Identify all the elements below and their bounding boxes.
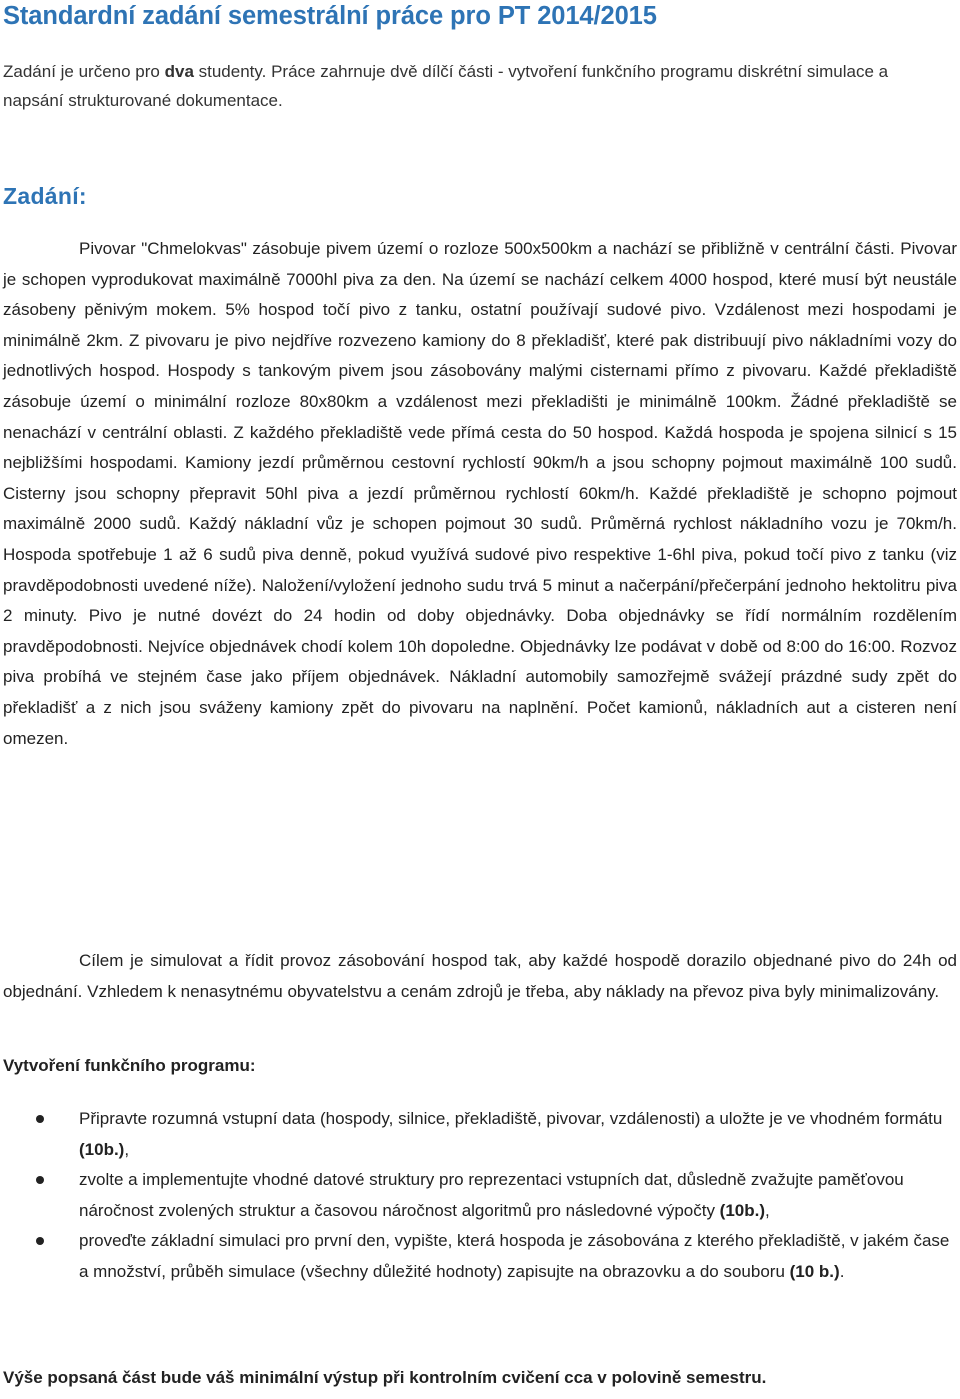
task-points: (10 b.) xyxy=(789,1261,840,1281)
zadani-heading: Zadání: xyxy=(3,183,87,209)
task-text: proveďte základní simulaci pro první den, vypište, která hospoda je zásobována z kterého překladiště, v jakém čase a množství, průběh simulace (všechny důležité hodnoty) zapisujte na obrazovku a do souboru xyxy=(79,1231,950,1281)
task-item xyxy=(3,1226,957,1287)
task-tail: , xyxy=(124,1139,130,1159)
bullet-icon xyxy=(36,1115,44,1123)
intro-text-after: studenty. Práce zahrnuje dvě dílčí části - vytvoření funkčního programu diskrétní simulace a napsání strukturované dokumentace. xyxy=(3,62,889,110)
program-heading: Vytvoření funkčního programu: xyxy=(3,1056,256,1075)
document-title: Standardní zadání semestrální práce pro PT 2014/2015 xyxy=(3,2,657,30)
task-item xyxy=(3,1104,957,1165)
bullet-icon xyxy=(36,1237,44,1245)
task-points: (10b.) xyxy=(719,1200,766,1220)
goal-paragraph: Cílem je simulovat a řídit provoz zásobování hospod tak, aby každé hospodě dorazilo objednané pivo do 24h od objednání. Vzhledem k nenasytnému obyvatelstvu a cenám zdrojů je třeba, aby náklady na převoz piva byly minimalizovány. xyxy=(3,951,957,1001)
task-text: zvolte a implementujte vhodné datové struktury pro reprezentaci vstupních dat, důsledně zvažujte paměťovou náročnost zvolených struktur a časovou náročnost algoritmů pro následovné výpočty xyxy=(79,1170,904,1220)
intro-paragraph xyxy=(3,57,953,115)
task-item xyxy=(3,1165,957,1226)
task-text: Připravte rozumná vstupní data (hospody, silnice, překladiště, pivovar, vzdálenosti) a uložte je ve vhodném formátu xyxy=(79,1109,943,1128)
task-list xyxy=(3,1104,957,1288)
intro-text-bold: dva xyxy=(164,62,194,81)
task-points: (10b.) xyxy=(79,1139,125,1159)
final-note: Výše popsaná část bude váš minimální výstup při kontrolním cvičení cca v polovině semestru. xyxy=(3,1368,767,1387)
bullet-icon xyxy=(36,1176,44,1184)
task-tail: , xyxy=(765,1200,770,1220)
intro-text-before: Zadání je určeno pro xyxy=(3,62,165,81)
task-tail: . xyxy=(839,1261,845,1281)
zadani-paragraph: Pivovar "Chmelokvas" zásobuje pivem území o rozloze 500x500km a nachází se přibližně v centrální části. Pivovar je schopen vyprodukovat maximálně 7000hl piva za den. Na území se nachází celkem 4000 hospod, které musí být neustále zásobeny pěnivým mokem. 5% hospod točí pivo z tanku, ostatní používají sudové pivo. Vzdálenost mezi hospodami je minimálně 2km. Z pivovaru je pivo nejdříve rozvezeno kamiony do 8 překladišť, které pak distribuují pivo nákladními vozy do jednotlivých hospod. Hospody s tankovým pivem jsou zásobovány malými cisternami přímo z pivovaru. Každé překladiště zásobuje území o minimální rozloze 80x80km a vzdálenost mezi překladišti je minimálně 100km. Žádné překladiště se nenachází v centrální oblasti. Z každého překladiště vede přímá cesta do 50 hospod. Každá hospoda je spojena silnicí s 15 nejbližšími hospodami. Kamiony jezdí průměrnou cestovní rychlostí 90km/h a jsou schopny pojmout maximálně 100 sudů. Cisterny jsou schopny přepravit 50hl piva a jezdí průměrnou rychlostí 60km/h. Každé překladiště je schopno pojmout maximálně 2000 sudů. Každý nákladní vůz je schopen pojmout 30 sudů. Průměrná rychlost nákladního vozu je 70km/h. Hospoda spotřebuje 1 až 6 sudů piva denně, pokud využívá sudové pivo respektive 1-6hl piva, pokud točí pivo z tanku (viz pravděpodobnosti uvedené níže). Naložení/vyložení jednoho sudu trvá 5 minut a načerpání/přečerpání jednoho hektolitru piva 2 minuty. Pivo je nutné dovézt do 24 hodin od doby objednávky. Doba objednávky se řídí normálním rozdělením pravděpodobnosti. Nejvíce objednávek chodí kolem 10h dopoledne. Objednávky lze podávat v době od 8:00 do 16:00. Rozvoz piva probíhá ve stejném čase jako příjem objednávek. Nákladní automobily samozřejmě svážejí prázdné sudy zpět do překladišť a z nich jsou sváženy kamiony zpět do pivovaru na naplnění. Počet kamionů, nákladních aut a cisteren není omezen. xyxy=(3,239,957,748)
